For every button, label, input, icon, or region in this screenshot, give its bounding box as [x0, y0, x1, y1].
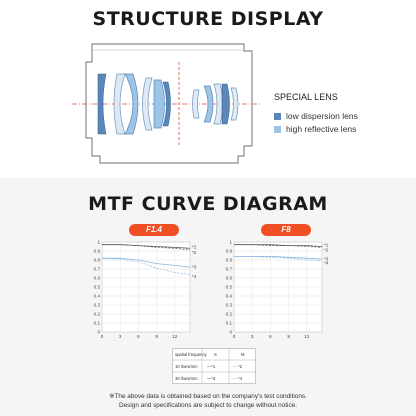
y-tick-label: 0 [97, 329, 100, 335]
lens-element-10 [222, 84, 230, 124]
x-tick-label: 3 [118, 334, 122, 339]
x-tick-label: 6 [269, 334, 272, 339]
series-label: *1 [324, 242, 329, 248]
x-tick-label: 0 [232, 334, 236, 339]
table-cell: —*1 [207, 364, 216, 369]
y-tick-label: 0.7 [93, 266, 100, 272]
y-tick-label: 0.6 [225, 275, 232, 281]
y-tick-label: 0.7 [225, 266, 232, 272]
y-tick-label: 0.2 [225, 311, 232, 317]
y-tick-label: 0.2 [93, 311, 100, 317]
y-tick-label: 0.5 [93, 284, 100, 290]
y-tick-label: 0.1 [225, 320, 232, 326]
x-tick-label: 0 [100, 334, 104, 339]
legend-swatch [274, 113, 281, 120]
y-tick-label: 0.3 [225, 302, 232, 308]
x-tick-label: 9 [155, 334, 158, 339]
legend-title: SPECIAL LENS [274, 92, 338, 102]
y-tick-label: 0.1 [93, 320, 100, 326]
y-tick-label: 0.9 [93, 248, 100, 254]
table-cell: —*3 [207, 376, 216, 381]
mtf-chart-f8 [222, 236, 347, 346]
y-tick-label: 0.6 [93, 275, 100, 281]
series-label: *3 [192, 264, 197, 270]
legend-label: high reflective lens [286, 124, 357, 134]
series-label: *2 [192, 250, 197, 256]
table-cell: 30 lines/mm [175, 376, 198, 381]
note-line-1: ※The above data is obtained based on the company's test conditions. [109, 393, 307, 400]
table-cell: - - *4 [233, 376, 243, 381]
lens-element-4 [143, 78, 153, 130]
table-header-m: M [241, 352, 245, 357]
series-label: *2 [324, 247, 329, 253]
lens-element-7 [193, 90, 200, 118]
legend-swatch [274, 126, 281, 133]
spatial-frequency-table [172, 348, 256, 384]
y-tick-label: 1 [97, 239, 100, 245]
y-tick-label: 0.5 [225, 284, 232, 290]
table-header-s: S [214, 352, 217, 357]
structure-section [0, 0, 416, 178]
y-tick-label: 0.3 [93, 302, 100, 308]
series-label: *4 [192, 273, 197, 279]
mtf-title: MTF CURVE DIAGRAM [88, 193, 328, 215]
chart-badge-f8: F8 [261, 224, 311, 236]
y-tick-label: 1 [229, 239, 232, 245]
x-tick-label: 9 [287, 334, 290, 339]
lens-element-5 [154, 80, 165, 128]
legend-item-high-reflective [274, 124, 356, 134]
legend-label: low dispersion lens [286, 111, 358, 121]
y-tick-label: 0.9 [225, 248, 232, 254]
x-tick-label: 3 [250, 334, 254, 339]
structure-title: STRUCTURE DISPLAY [92, 8, 324, 30]
legend-item-low-dispersion [274, 111, 358, 121]
note-line-2: Design and specifications are subject to change without notice. [119, 402, 297, 409]
table-cell: 10 lines/mm [175, 364, 198, 369]
x-tick-label: 12 [172, 334, 178, 339]
series-label: *4 [324, 260, 329, 266]
y-tick-label: 0.8 [225, 257, 232, 263]
series-label: *1 [192, 244, 197, 250]
table-cell: - - *2 [233, 364, 243, 369]
table-header-frequency: spatial frequency [175, 352, 207, 357]
x-tick-label: 12 [304, 334, 310, 339]
y-tick-label: 0.4 [93, 293, 100, 299]
x-tick-label: 6 [137, 334, 140, 339]
y-tick-label: 0.8 [93, 257, 100, 263]
lens-structure-diagram [0, 0, 416, 178]
y-tick-label: 0 [229, 329, 232, 335]
y-tick-label: 0.4 [225, 293, 232, 299]
mtf-chart-f14 [90, 236, 215, 346]
chart-badge-f14: F1.4 [129, 224, 179, 236]
series-label: *3 [324, 256, 329, 262]
